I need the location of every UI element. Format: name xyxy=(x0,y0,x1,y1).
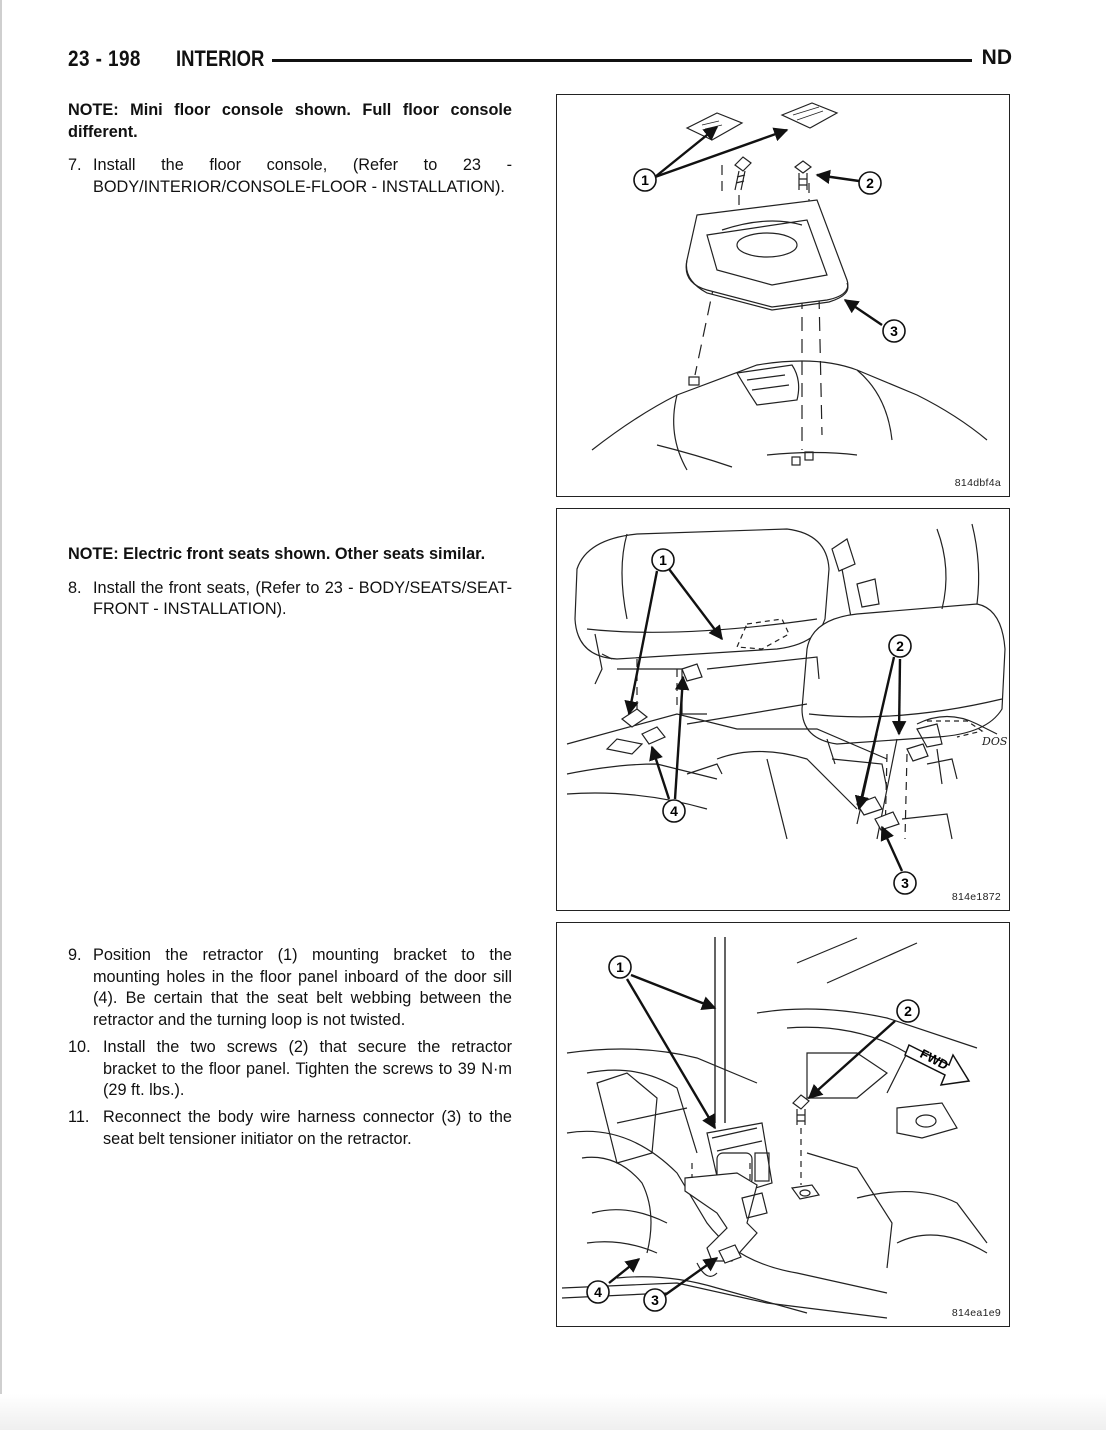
text-block-seats xyxy=(68,544,512,621)
figure-retractor xyxy=(556,922,1010,1327)
figure-id: 814e1872 xyxy=(951,891,1001,903)
callout-label: 3 xyxy=(901,875,909,891)
figure-floor-console xyxy=(556,94,1010,497)
step-8 xyxy=(68,578,512,621)
callout-label: 4 xyxy=(594,1284,602,1300)
model-code: ND xyxy=(981,46,1012,69)
figure-id: 814dbf4a xyxy=(954,477,1001,489)
step-11 xyxy=(68,1107,512,1150)
page-edge xyxy=(0,0,2,1430)
front-seats-illustration xyxy=(557,509,1009,910)
step-text: Position the retractor (1) mounting bracket to the mounting holes in the floor panel inboard of the door sill (4). Be certain that the seat belt webbing between the retractor and the turning loop is not twisted. xyxy=(93,946,512,1030)
step-number: 7. xyxy=(68,156,82,175)
section-title: INTERIOR xyxy=(176,46,265,71)
step-number: 9. xyxy=(68,946,82,964)
retractor-illustration xyxy=(557,923,1009,1326)
figure-id: 814ea1e9 xyxy=(951,1307,1001,1319)
header-rule xyxy=(272,59,972,62)
note-seats: NOTE: Electric front seats shown. Other seats similar. xyxy=(68,545,486,563)
step-number: 11. xyxy=(68,1107,90,1126)
page-number: 23 - 198 xyxy=(68,46,141,71)
callout-label: 4 xyxy=(670,803,678,819)
step-text: Install the front seats, (Refer to 23 - BODY/SEATS/SEAT-FRONT - INSTALLATION). xyxy=(93,578,512,619)
svg-text:DOS: DOS xyxy=(982,735,1008,748)
text-block-console xyxy=(68,100,512,199)
callout-label: 3 xyxy=(890,323,898,339)
callout-label: 1 xyxy=(641,172,649,188)
step-7 xyxy=(68,155,512,198)
callout-label: 3 xyxy=(651,1292,659,1308)
note-console: NOTE: Mini floor console shown. Full floor console different. xyxy=(68,101,512,141)
step-number: 10. xyxy=(68,1037,91,1056)
callout-label: 2 xyxy=(904,1003,912,1019)
step-text: Reconnect the body wire harness connector (3) to the seat belt tensioner initiator on the retractor. xyxy=(103,1107,512,1148)
page-bottom-shadow xyxy=(0,1394,1106,1430)
figure-front-seats xyxy=(556,508,1010,911)
callout-label: 1 xyxy=(616,959,624,975)
step-10 xyxy=(68,1037,512,1102)
callout-label: 2 xyxy=(866,175,874,191)
callout-label: 1 xyxy=(659,552,667,568)
step-text: Install the floor console, (Refer to 23 - BODY/INTERIOR/CONSOLE-FLOOR - INSTALLATION). xyxy=(93,156,512,197)
step-text: Install the two screws (2) that secure the retractor bracket to the floor panel. Tighten the screws to 39 N·m (29 ft. lbs.). xyxy=(103,1037,512,1100)
fwd-label: FWD xyxy=(917,1045,951,1073)
page-header xyxy=(68,44,1012,74)
step-9 xyxy=(68,945,512,1032)
floor-console-illustration xyxy=(557,95,1009,496)
step-number: 8. xyxy=(68,578,82,597)
callout-label: 2 xyxy=(896,638,904,654)
fwd-arrow-icon xyxy=(905,1045,969,1085)
text-block-retractor xyxy=(68,945,512,1150)
